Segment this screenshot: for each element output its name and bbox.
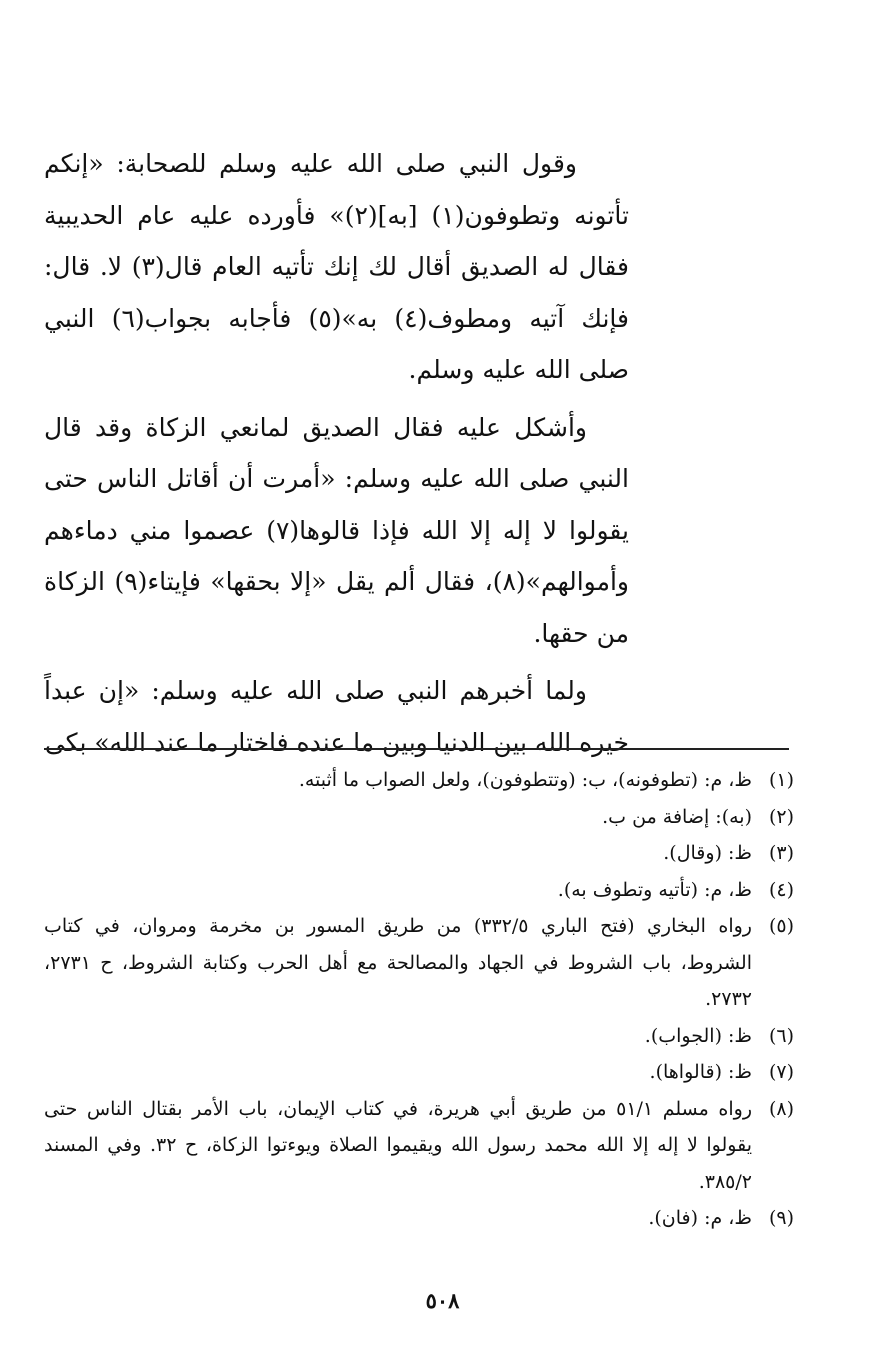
footnote-text: (به): إضافة من ب.	[602, 805, 752, 828]
footnote-text: رواه مسلم ٥١/١ من طريق أبي هريرة، في كتاب الإيمان، باب الأمر بقتال الناس حتى يقولوا لا إله إلا الله محمد رسول الله ويقيموا الصلاة ويوءتوا الزكاة، ح ٣٢. وفي المسند ٣٨٥/٢.	[44, 1097, 752, 1193]
footnote	[44, 908, 794, 1018]
paragraph-1: وقول النبي صلى الله عليه وسلم للصحابة: «إنكم تأتونه وتطوفون(١) [به](٢)» فأورده عليه عام الحديبية فقال له الصديق أقال لك إنك تأتيه العام قال(٣) لا. قال: فإنك آتيه ومطوف(٤) به»(٥) فأجابه بجواب(٦) النبي صلى الله عليه وسلم.	[44, 149, 629, 384]
footnote	[44, 1091, 794, 1201]
footnote	[44, 835, 794, 872]
page-number: ٥٠٨	[425, 1288, 460, 1313]
footnotes-block	[44, 762, 794, 1237]
footnote-text: ظ، م: (فان).	[648, 1207, 752, 1229]
footnote-separator	[44, 748, 789, 750]
main-text-block	[44, 138, 629, 774]
footnote-number: (١)	[768, 769, 794, 791]
footnote-number: (٢)	[768, 805, 794, 828]
footnote-text: ظ: (وقال).	[663, 842, 752, 864]
footnote	[44, 872, 794, 909]
footnote-number: (٥)	[768, 915, 794, 937]
footnote-text: ظ، م: (تأتيه وتطوف به).	[557, 878, 752, 901]
footnote-text: ظ، م: (تطوفونه)، ب: (وتتطوفون)، ولعل الصواب ما أثبته.	[298, 769, 752, 791]
footnote-number: (٤)	[768, 878, 794, 901]
footnote-text: ظ: (قالواها).	[649, 1061, 752, 1083]
paragraph-2: وأشكل عليه فقال الصديق لمانعي الزكاة وقد قال النبي صلى الله عليه وسلم: «أمرت أن أقاتل الناس حتى يقولوا لا إله إلا الله فإذا قالوها(٧) عصموا مني دماءهم وأموالهم»(٨)، فقال ألم يقل «إلا بحقها» فإيتاء(٩) الزكاة من حقها.	[44, 412, 629, 648]
footnote-number: (٣)	[768, 842, 794, 864]
footnote-text: ظ: (الجواب).	[644, 1024, 752, 1047]
footnote	[44, 1200, 794, 1237]
footnote-number: (٩)	[768, 1207, 794, 1229]
footnote	[44, 1054, 794, 1091]
footnote	[44, 762, 794, 799]
footnote	[44, 1018, 794, 1055]
footnote	[44, 799, 794, 836]
footnote-text: رواه البخاري (فتح الباري ٣٣٢/٥) من طريق المسور بن مخرمة ومروان، في كتاب الشروط، باب الشروط في الجهاد والمصالحة مع أهل الحرب وكتابة الشروط، ح ٢٧٣١، ٢٧٣٢.	[44, 915, 752, 1010]
footnote-number: (٨)	[768, 1097, 794, 1120]
footnote-number: (٦)	[768, 1024, 794, 1047]
footnote-number: (٧)	[768, 1061, 794, 1083]
paragraph-3: ولما أخبرهم النبي صلى الله عليه وسلم: «إن عبداً خيره الله بين الدنيا وبين ما عنده فاختار ما عند الله» بكى	[44, 676, 629, 757]
